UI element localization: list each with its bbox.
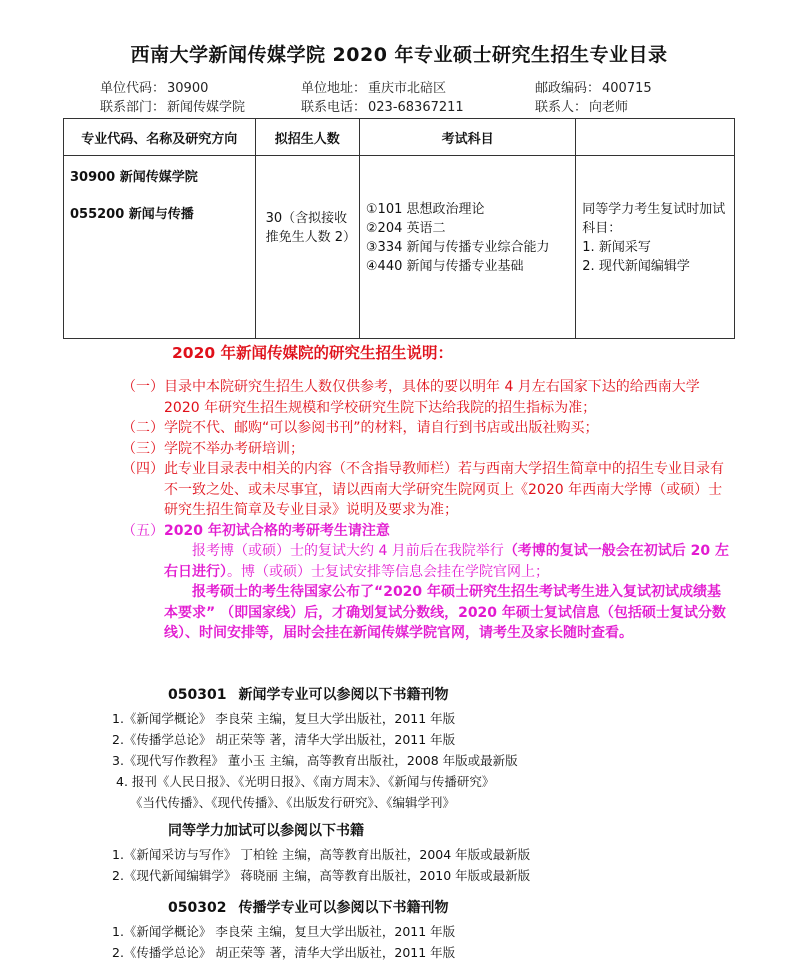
notice-text: 目录中本院研究生招生人数仅供参考，具体的要以明年 4 月左右国家下达的给西南大学 2020 年研究生招生规模和学校研究生院下达给我院的招生指标为准； (164, 379, 700, 416)
unit-address (301, 77, 446, 96)
notice-number: （五） (122, 522, 164, 539)
book-list-code: 050301 (168, 687, 227, 703)
book-list-heading: 同等学力加试可以参阅以下书籍 (168, 823, 364, 839)
page-title: 西南大学新闻传媒学院 2020 年专业硕士研究生招生专业目录 (130, 44, 668, 66)
notice-number: （一） (122, 379, 164, 395)
list-item: 4. 报刊《人民日报》、《光明日报》、《南方周末》、《新闻与传播研究》 (116, 774, 495, 789)
notice-item (122, 459, 732, 521)
notice-number: （三） (122, 440, 164, 457)
list-item: 《当代传播》、《现代传播》、《出版发行研究》、《编辑学刊》 (130, 795, 456, 810)
remarks-line: 同等学力考生复试时加试科目： (582, 202, 726, 236)
exam-line: ①101 思想政治理论 (365, 202, 485, 217)
postcode-value: 400715 (602, 81, 652, 96)
contact-dept (100, 96, 245, 115)
contact-phone (301, 96, 464, 115)
notice-text: 学院不代、邮购“可以参阅书刊”的材料，请自行到书店或出版社购买； (164, 420, 599, 436)
quota-value: 30（含拟接收推免生人数 2） (265, 211, 356, 245)
notice-item-5 (122, 521, 732, 644)
quota-cell (255, 156, 359, 339)
book-list-equivalent (112, 821, 752, 886)
header-major: 专业代码、名称及研究方向 (64, 119, 256, 156)
list-item: 1.《新闻采访与写作》 丁柏铨 主编，高等教育出版社，2004 年版或最新版 (112, 847, 531, 862)
dept-label: 联系部门： (100, 100, 166, 115)
notice-number: （四） (122, 461, 164, 477)
postcode (535, 77, 652, 96)
notice-number: （二） (122, 420, 164, 436)
header-exam: 考试科目 (359, 119, 575, 156)
unit-code-label: 单位代码： (100, 81, 166, 96)
contact-person (535, 96, 628, 115)
postcode-label: 邮政编码： (535, 81, 601, 96)
remarks-line: 1. 新闻采写 (582, 240, 651, 255)
book-list-communication (112, 898, 752, 963)
major-cell (64, 156, 256, 339)
school-code-name: 30900 新闻传媒学院 (70, 170, 198, 185)
notice-5-p1-c: 。博（或硕）士复试安排等信息会挂在学院官网上； (227, 563, 549, 580)
notice-5-p1-b: （考博的复试一般会在初试后 20 左右日进行） (164, 543, 730, 580)
notice-list (122, 377, 732, 644)
address-label: 单位地址： (301, 81, 367, 96)
contact-value: 向老师 (589, 100, 629, 115)
notice-text: 学院不举办考研培训； (164, 440, 304, 457)
notice-5-p1-a: 报考博（或硕）士的复试大约 4 月前后在我院举行 (192, 543, 504, 559)
table-row (64, 156, 735, 339)
notice-item (122, 377, 732, 418)
list-item: 1.《新闻学概论》 李良荣 主编，复旦大学出版社，2011 年版 (112, 924, 456, 939)
remarks-line: 2. 现代新闻编辑学 (582, 259, 690, 274)
exam-line: ②204 英语二 (365, 221, 446, 236)
phone-label: 联系电话： (301, 100, 367, 115)
notice-text: 此专业目录表中相关的内容（不含指导教师栏）若与西南大学招生简章中的招生专业目录有不一致之处、或未尽事宜，请以西南大学研究生院网页上《2020 年西南大学博（或硕）士研究生招生简章及专业目录》说明及要求为准； (164, 461, 724, 518)
list-item: 3.《现代写作教程》 董小玉 主编，高等教育出版社，2008 年版或最新版 (112, 753, 518, 768)
notice-item (122, 439, 732, 460)
list-item: 2.《传播学总论》 胡正荣等 著，清华大学出版社，2011 年版 (112, 732, 456, 747)
list-item: 2.《传播学总论》 胡正荣等 著，清华大学出版社，2011 年版 (112, 945, 456, 960)
major-name: 055200 新闻与传播 (70, 207, 194, 222)
table-header-row (64, 119, 735, 156)
book-list-heading: 传播学专业可以参阅以下书籍刊物 (238, 900, 449, 916)
contact-label: 联系人： (535, 100, 588, 115)
list-item: 1.《新闻学概论》 李良荣 主编，复旦大学出版社，2011 年版 (112, 711, 456, 726)
phone-value: 023-68367211 (368, 100, 464, 115)
exam-cell (359, 156, 575, 339)
major-catalog-table (63, 118, 735, 339)
header-remarks (576, 119, 735, 156)
notice-5-title: 2020 年初试合格的考研考生请注意 (164, 522, 390, 539)
notice-5-paragraph-2: 报考硕士的考生待国家公布了“2020 年硕士研究生招生考试考生进入复试初试成绩基本要求” （即国家线）后，才确划复试分数线，2020 年硕士复试信息（包括硕士复试分数线）、时间安排等，届时会挂在新闻传媒学院官网，请考生及家长随时查看。 (164, 584, 726, 641)
list-item: 2.《现代新闻编辑学》 蒋晓丽 主编，高等教育出版社，2010 年版或最新版 (112, 868, 531, 883)
notice-5-paragraph-1 (164, 541, 732, 582)
remarks-cell (576, 156, 735, 339)
notice-title: 2020 年新闻传媒院的研究生招生说明： (172, 344, 454, 362)
book-list-heading: 新闻学专业可以参阅以下书籍刊物 (238, 687, 449, 703)
address-value: 重庆市北碚区 (368, 81, 447, 96)
notice-item (122, 418, 732, 439)
header-quota: 拟招生人数 (255, 119, 359, 156)
dept-value: 新闻传媒学院 (167, 100, 246, 115)
book-list-journalism (112, 685, 752, 813)
exam-line: ③334 新闻与传播专业综合能力④440 新闻与传播专业基础 (365, 240, 550, 274)
book-list-code: 050302 (168, 900, 227, 916)
unit-code-value: 30900 (167, 81, 209, 96)
unit-code (100, 77, 208, 96)
